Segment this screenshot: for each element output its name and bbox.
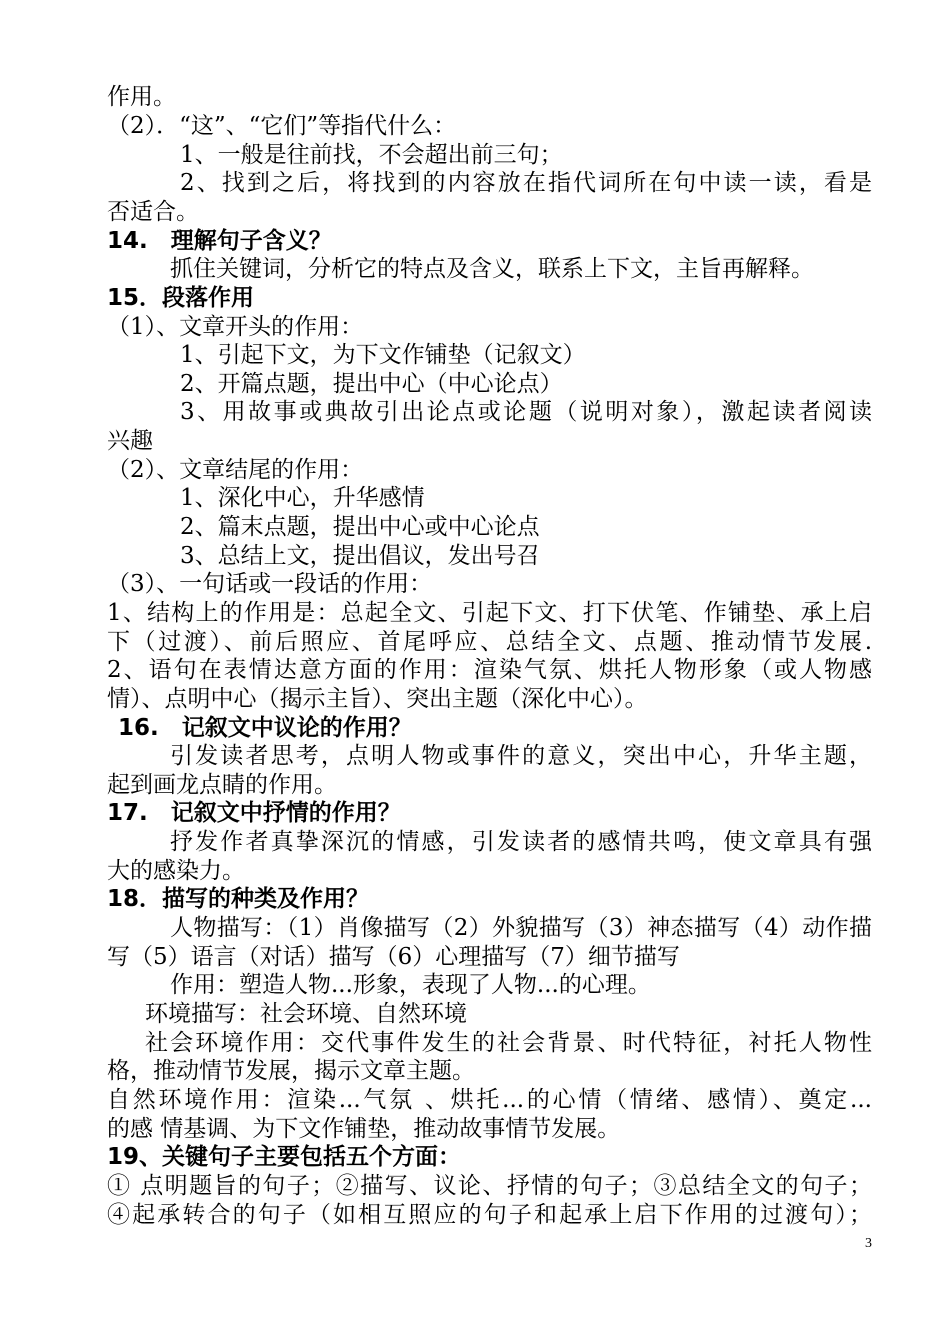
section-heading: 15．段落作用: [107, 285, 255, 311]
text-line: 作用。: [107, 84, 176, 110]
text-line: 3、用故事或典故引出论点或论题（说明对象），激起读者阅读: [180, 399, 872, 425]
section-heading: 18．描写的种类及作用？: [107, 886, 370, 912]
text-line: ④起承转合的句子（如相互照应的句子和起承上启下作用的过渡句）；: [107, 1202, 872, 1228]
text-line: 1、深化中心，升华感情: [180, 485, 425, 511]
text-line: （1）、文章开头的作用：: [107, 314, 364, 340]
text-line: 人物描写：（1）肖像描写（2）外貌描写（3）神态描写（4）动作描: [170, 915, 872, 941]
text-line: 自然环境作用：渲染...气氛 、烘托...的心情（情绪、感情）、奠定...: [107, 1087, 872, 1113]
section-heading: 17. 记叙文中抒情的作用？: [107, 800, 401, 826]
text-line: 作用：塑造人物...形象，表现了人物...的心理。: [170, 972, 651, 998]
text-line: （2）、文章结尾的作用：: [107, 457, 364, 483]
text-line: 2、语句在表情达意方面的作用：渲染气氛、烘托人物形象（或人物感: [107, 657, 872, 683]
text-line: 2、找到之后，将找到的内容放在指代词所在句中读一读，看是: [180, 170, 872, 196]
text-line: 兴趣: [107, 428, 153, 454]
text-line: 起到画龙点睛的作用。: [107, 772, 337, 798]
text-line: 大的感染力。: [107, 858, 245, 884]
text-line: 1、一般是往前找，不会超出前三句；: [180, 142, 563, 168]
section-heading: 19、关键句子主要包括五个方面：: [107, 1144, 462, 1170]
page-number: 3: [865, 1236, 872, 1251]
text-line: 否适合。: [107, 199, 199, 225]
text-line: （3）、一句话或一段话的作用：: [107, 571, 433, 597]
text-line: 抓住关键词，分析它的特点及含义，联系上下文，主旨再解释。: [170, 256, 814, 282]
text-line: ① 点明题旨的句子；②描写、议论、抒情的句子；③总结全文的句子；: [107, 1173, 872, 1199]
section-heading: 14. 理解句子含义？: [107, 228, 332, 254]
text-line: 情）、点明中心（揭示主旨）、突出主题（深化中心）。: [107, 686, 648, 712]
section-heading: 16. 记叙文中议论的作用？: [118, 715, 412, 741]
text-line: 抒发作者真挚深沉的情感，引发读者的感情共鸣，使文章具有强: [170, 829, 872, 855]
text-line: 环境描写：社会环境、自然环境: [145, 1001, 467, 1027]
text-line: 1、结构上的作用是：总起全文、引起下文、打下伏笔、作铺垫、承上启: [107, 600, 872, 626]
text-line: 2、篇末点题，提出中心或中心论点: [180, 514, 540, 540]
text-line: 引发读者思考，点明人物或事件的意义，突出中心，升华主题，: [170, 743, 872, 769]
text-line: 1、引起下文，为下文作铺垫（记叙文）: [180, 342, 586, 368]
text-line: 下（过渡）、前后照应、首尾呼应、总结全文、点题、推动情节发展.: [107, 629, 872, 655]
text-line: （2）．“这”、“它们”等指代什么：: [107, 113, 457, 139]
text-line: 写（5）语言（对话）描写（6）心理描写（7）细节描写: [107, 944, 680, 970]
text-line: 的感 情基调、为下文作铺垫，推动故事情节发展。: [107, 1116, 621, 1142]
text-line: 格，推动情节发展，揭示文章主题。: [107, 1058, 475, 1084]
text-line: 3、总结上文，提出倡议，发出号召: [180, 543, 540, 569]
text-line: 社会环境作用：交代事件发生的社会背景、时代特征，衬托人物性: [145, 1030, 872, 1056]
text-line: 2、开篇点题，提出中心（中心论点）: [180, 371, 563, 397]
